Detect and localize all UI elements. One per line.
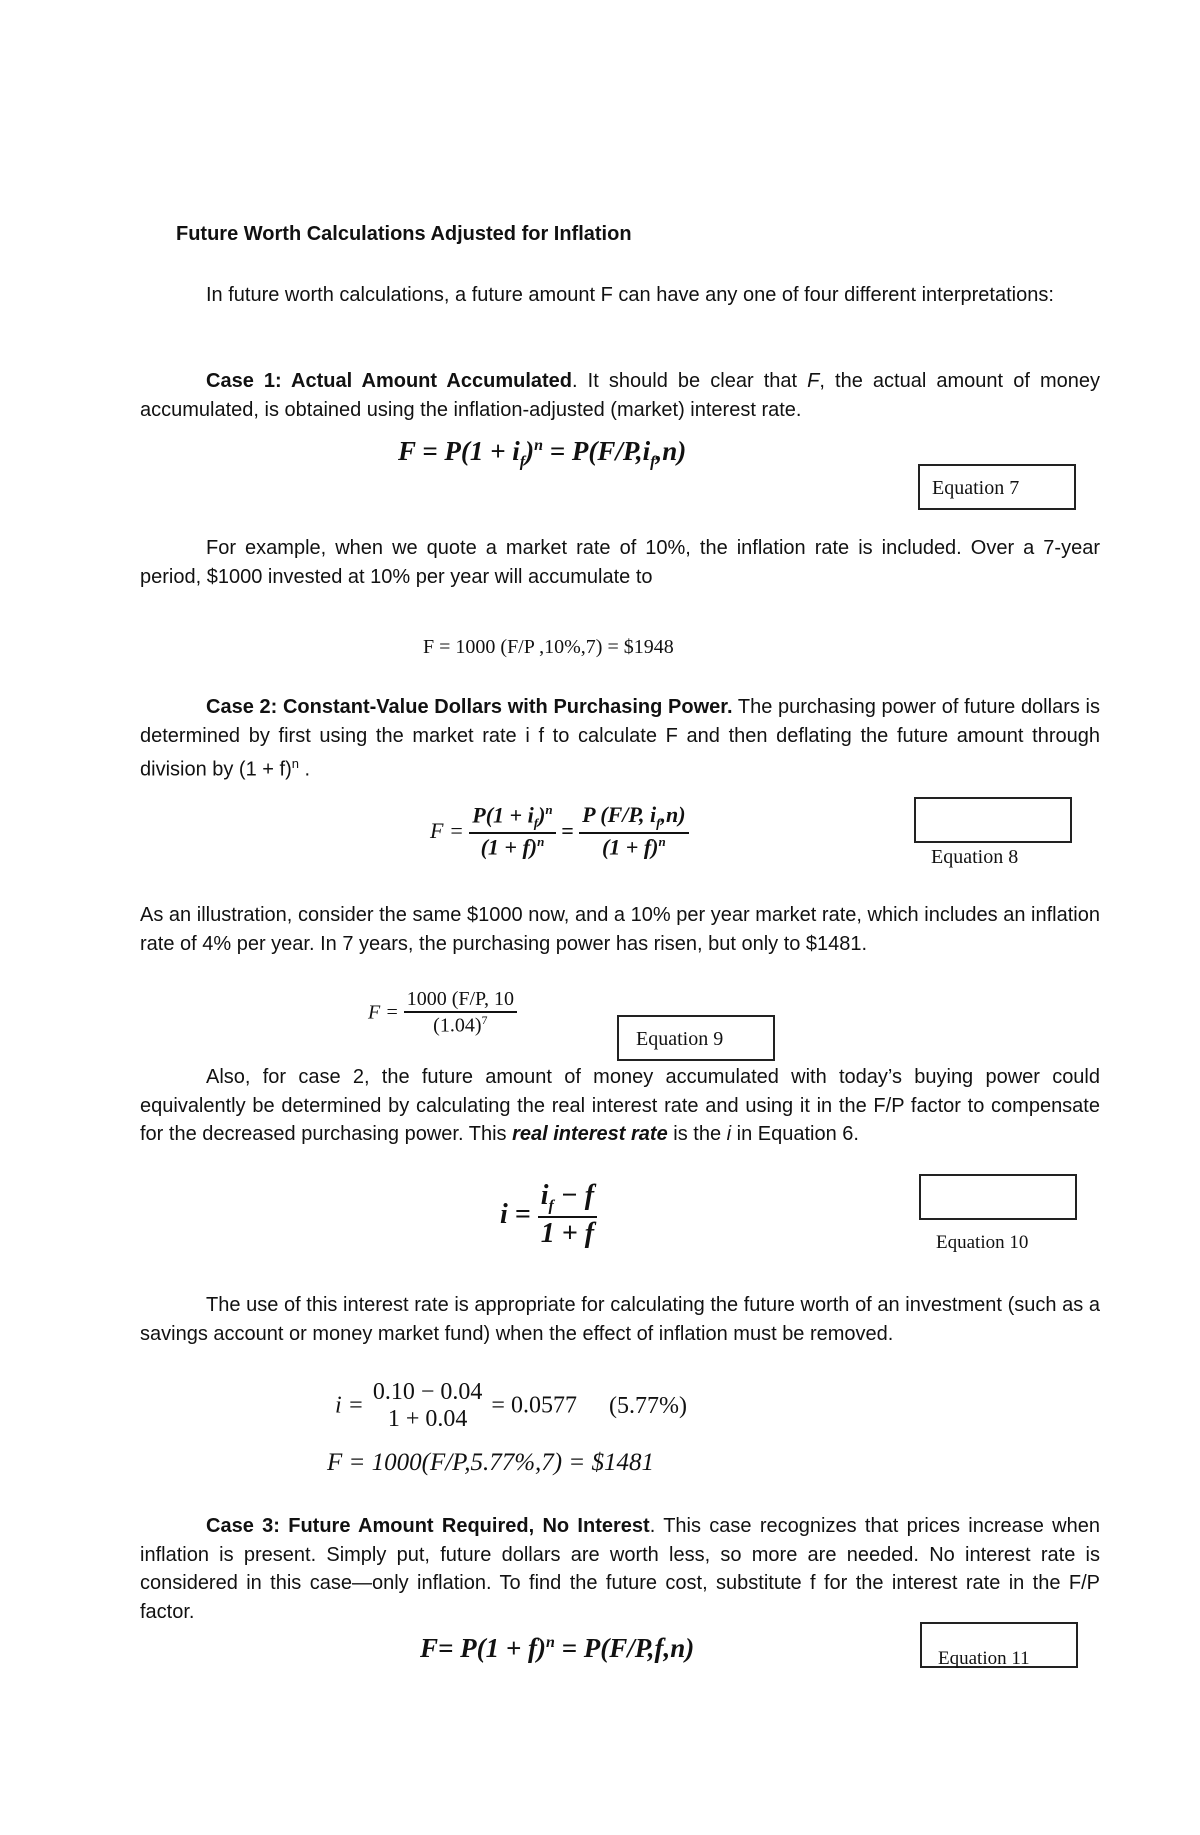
- also-i-var: i: [726, 1123, 732, 1145]
- calc-i-num: 0.10 − 0.04: [372, 1379, 483, 1405]
- calc-i-den: 1 + 0.04: [387, 1406, 468, 1432]
- illustration-text: As an illustration, consider the same $1000 now, and a 10% per year market rate, which includes an inflation rate of 4% per year. In 7 years, the purchasing power has risen, but only to $1481.: [140, 904, 1100, 955]
- eq8-fraction-1: [469, 802, 555, 860]
- case2-end: .: [298, 758, 311, 781]
- eq8-den2: (1 + f): [601, 833, 659, 859]
- page-title: Future Worth Calculations Adjusted for Inflation: [176, 223, 632, 245]
- eq9-den: (1.04): [433, 1014, 482, 1037]
- equation-7-label: Equation 7: [932, 477, 1020, 499]
- calc-i-result: = 0.0577: [491, 1392, 577, 1419]
- equation-8-box: [914, 797, 1072, 843]
- case1-heading: Case 1: Actual Amount Accumulated: [206, 370, 573, 392]
- intro-text: In future worth calculations, a future amount F can have any one of four different interpretations:: [206, 284, 1054, 306]
- eq11-sup: n: [546, 1634, 555, 1651]
- eq7-sup1: n: [534, 437, 544, 454]
- also-emph: real interest rate: [512, 1123, 668, 1145]
- calc-i-pct: (5.77%): [608, 1392, 687, 1419]
- equation-10-formula: [500, 1180, 597, 1250]
- case2-paragraph: [140, 693, 1100, 784]
- eq10-den: 1 + f: [540, 1217, 595, 1249]
- real-rate-calculation: [335, 1379, 687, 1433]
- eq8-fraction-2: [579, 802, 688, 860]
- eq8-num2-end: ,n): [660, 802, 686, 828]
- eq11-rhs: = P(F/P,f,n): [554, 1633, 695, 1663]
- calc-f-line: F = 1000(F/P,5.77%,7) = $1481: [327, 1449, 655, 1476]
- eq8-num1: P(1 + i: [472, 802, 534, 828]
- eq10-num-end: − f: [553, 1180, 595, 1211]
- also-paragraph: [140, 1063, 1100, 1149]
- eq7-tail: ,n): [655, 436, 687, 466]
- case1-text-a: . It should be clear that: [572, 370, 808, 392]
- case1-text-b: , the actual amount of money accumulated, is obtained using the inflation-adjusted (market) interest rate.: [140, 370, 1101, 421]
- eq8-den1-sup: n: [537, 833, 545, 849]
- eq8-lhs: F =: [430, 818, 464, 844]
- use-paragraph: [140, 1291, 1100, 1348]
- eq10-num-sub: f: [548, 1197, 554, 1215]
- case2-text: The purchasing power of future dollars is determined by first using the market rate i f to calculate F and then deflating the future amount through division by (1 + f): [140, 696, 1100, 781]
- equation-9-label: Equation 9: [636, 1028, 724, 1050]
- equation-10-label: Equation 10: [936, 1232, 1029, 1253]
- case2-heading: Case 2: Constant-Value Dollars with Purchasing Power.: [206, 696, 733, 718]
- equation-9-formula: [368, 988, 517, 1038]
- eq9-fraction: [404, 988, 517, 1038]
- case3-text: . This case recognizes that prices increase when inflation is present. Simply put, future dollars are worth less, so more are needed. No interest rate is considered in this case—only inflation. To find the future cost, substitute f for the interest rate in the F/P factor.: [140, 1515, 1100, 1623]
- equation-11-box: [920, 1622, 1078, 1668]
- eq10-fraction: [538, 1180, 597, 1250]
- also-text-a: Also, for case 2, the future amount of money accumulated with today’s buying power could equivalently be determined by calculating the real interest rate and using it in the F/P factor to compensate for the decreased purchasing power. This: [140, 1066, 1100, 1145]
- also-text-c: in Equation 6.: [731, 1123, 859, 1145]
- eq9-num: 1000 (F/P, 10: [406, 988, 514, 1010]
- case2-sup: n: [291, 756, 299, 771]
- equation-8-label: Equation 8: [931, 846, 1019, 868]
- equation-10-box: [919, 1174, 1077, 1220]
- example-paragraph: [140, 534, 1100, 591]
- eq8-eq: =: [561, 818, 574, 844]
- equation-11-label: Equation 11: [938, 1648, 1030, 1669]
- eq11-lhs: F= P(1 + f): [420, 1633, 546, 1663]
- equation-9-box: [617, 1015, 775, 1061]
- also-text-b: is the: [667, 1123, 727, 1145]
- calc-i-lhs: i =: [335, 1392, 364, 1419]
- eq8-num1-sub: f: [533, 815, 539, 831]
- example-text: For example, when we quote a market rate of 10%, the inflation rate is included. Over a 7-year period, $1000 invested at 10% per year will accumulate to: [140, 537, 1100, 588]
- eq7-lhs: F = P(1 + i: [398, 436, 520, 466]
- eq10-lhs: i =: [500, 1198, 531, 1230]
- eq8-num1-end: ): [538, 802, 546, 828]
- eq7-rhs: = P(F/P,i: [543, 436, 651, 466]
- equation-8-formula: [430, 802, 689, 860]
- eq10-num: i: [540, 1180, 549, 1211]
- eq7-sub1: f: [519, 453, 526, 471]
- eq8-den1: (1 + f): [480, 834, 538, 860]
- eq8-num2: P (F/P, i: [582, 802, 657, 828]
- equation-7-box: [918, 464, 1076, 510]
- intro-paragraph: [140, 281, 1100, 310]
- equation-7-formula: $F = P(1 + i_f)^n = P(F/P,i_f,n)$: [398, 436, 687, 471]
- eq7-sub2: f: [650, 453, 656, 471]
- case1-f-var: F: [807, 370, 820, 392]
- eq8-num1-sup: n: [545, 802, 553, 817]
- eq9-lhs: F =: [368, 1001, 399, 1024]
- calc-fraction: [370, 1379, 486, 1433]
- example-formula: F = 1000 (F/P ,10%,7) = $1948: [423, 636, 674, 658]
- case1-paragraph: [140, 367, 1100, 424]
- use-text: The use of this interest rate is appropriate for calculating the future worth of an investment (such as a savings account or money market fund) when the effect of inflation must be removed.: [140, 1294, 1100, 1345]
- eq9-den-sup: 7: [481, 1013, 488, 1027]
- eq8-den2-sup: n: [658, 833, 666, 849]
- equation-11-formula: [420, 1633, 694, 1664]
- case3-paragraph: [140, 1512, 1100, 1626]
- illustration-paragraph: [140, 901, 1100, 958]
- eq8-num2-sub: f: [656, 815, 661, 831]
- case3-heading: Case 3: Future Amount Required, No Interest: [206, 1515, 650, 1537]
